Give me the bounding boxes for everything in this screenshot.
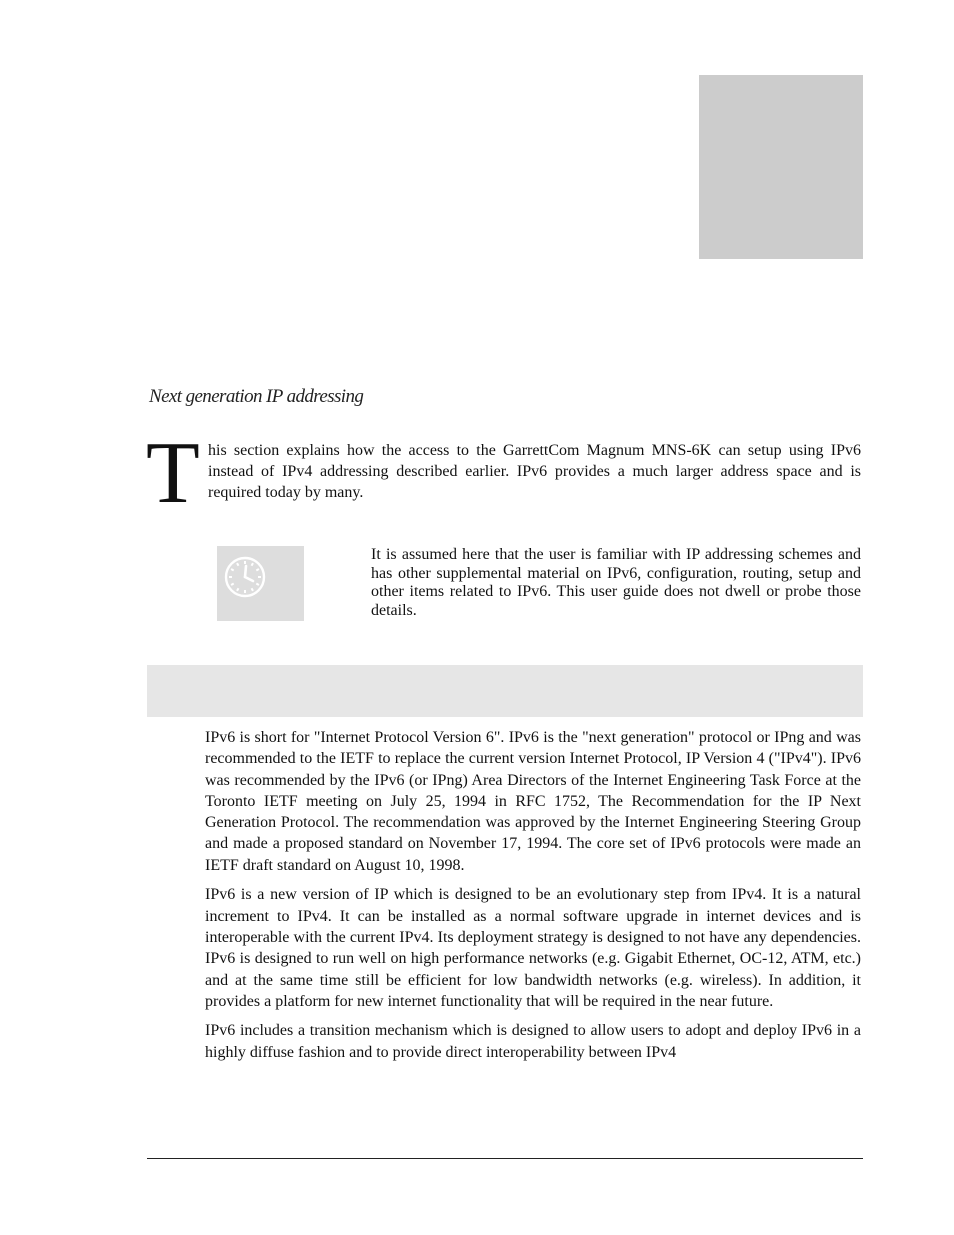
- paragraph: IPv6 is short for "Internet Protocol Version 6". IPv6 is the "next generation" protocol or IPng and was recommended to the IETF to replace the current version Internet Protocol, IP Version 4 ("IPv4"). IPv6 was recommended by the IPv6 (or IPng) Area Directors of the Internet Engineering Task Force at the Toronto IETF meeting on July 25, 1994 in RFC 1752, The Recommendation for the IP Next Generation Protocol. The recommendation was approved by the Internet Engineering Steering Group and made a proposed standard on November 17, 1994. The core set of IPv6 protocols were made an IETF draft standard on August 10, 1998.: [205, 729, 861, 874]
- paragraph: IPv6 includes a transition mechanism which is designed to allow users to adopt and deploy IPv6 in a highly diffuse fashion and to provide direct interoperability between IPv4: [205, 1022, 861, 1061]
- chapter-number-box: [699, 75, 863, 259]
- footer-divider: [147, 1158, 863, 1159]
- drop-cap: T: [146, 425, 200, 522]
- section-heading-bar: [147, 665, 863, 717]
- chapter-subtitle: Next generation IP addressing: [149, 386, 364, 407]
- paragraph: IPv6 is a new version of IP which is designed to be an evolutionary step from IPv4. It is a natural increment to IPv4. It can be installed as a normal software upgrade in internet devices and is interoperable with the current IPv4. Its deployment strategy is designed to not have any dependencies. IPv6 is designed to run well on high performance networks (e.g. Gigabit Ethernet, OC-12, ATM, etc.) and at the same time still be efficient for low bandwidth networks (e.g. wireless). In addition, it provides a platform for new internet functionality that will be required in the near future.: [205, 886, 861, 1010]
- note-icon-box: [217, 546, 304, 621]
- body-text: [205, 727, 861, 1071]
- clock-icon: [222, 554, 268, 600]
- intro-paragraph: his section explains how the access to the GarrettCom Magnum MNS-6K can setup using IPv6 instead of IPv4 addressing described earlier. IPv6 provides a much larger address space and is required today by many.: [208, 442, 861, 501]
- note-text: It is assumed here that the user is familiar with IP addressing schemes and has other supplemental material on IPv6, configuration, routing, setup and other items related to IPv6. This user guide does not dwell or probe those details.: [371, 546, 861, 619]
